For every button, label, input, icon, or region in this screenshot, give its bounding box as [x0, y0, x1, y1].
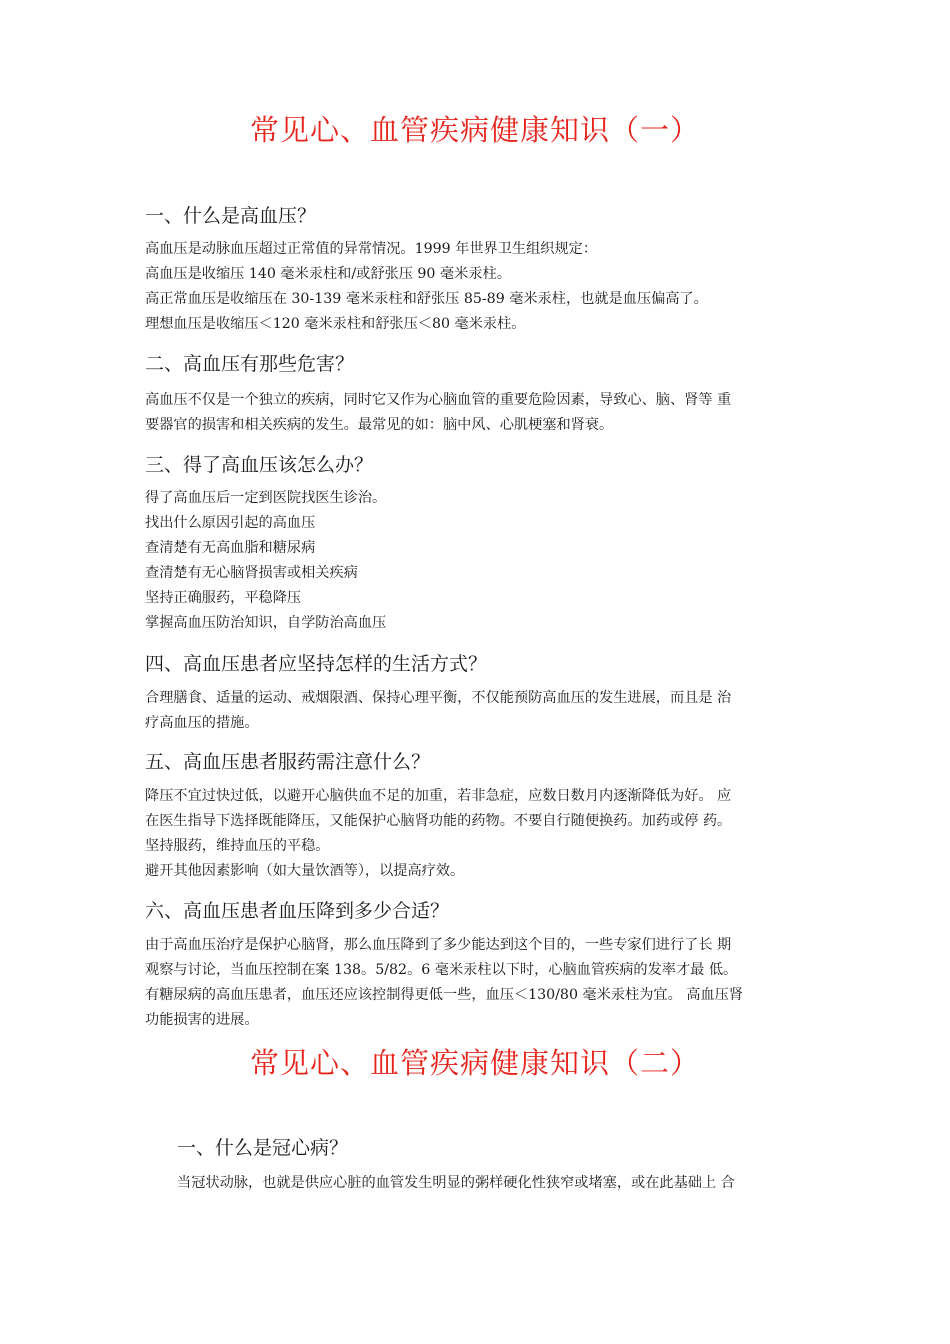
document-title-part-two: 常见心、血管疾病健康知识（二） [249, 1046, 700, 1080]
section-paragraph [145, 388, 815, 438]
paragraph-line: 功能损害的进展。 [145, 1012, 259, 1028]
section-paragraph [177, 1171, 817, 1196]
section-paragraph [145, 686, 815, 736]
paragraph-line: 高正常血压是收缩压在 30-139 毫米汞柱和舒张压 85-89 毫米汞柱，也就是血压偏高了。 [145, 291, 708, 307]
paragraph-line: 坚持服药，维持血压的平稳。 [145, 838, 330, 854]
document-title: 常见心、血管疾病健康知识（一） [249, 113, 700, 147]
paragraph-line: 要器官的损害和相关疾病的发生。最常见的如：脑中风、心肌梗塞和肾衰。 [145, 417, 614, 433]
section-heading: 五、高血压患者服药需注意什么？ [145, 751, 431, 773]
paragraph-line: 降压不宜过快过低，以避开心脑供血不足的加重，若非急症，应数日数月内逐渐降低为好。 应 [145, 788, 732, 804]
paragraph-line: 由于高血压治疗是保护心脑肾，那么血压降到了多少能达到这个目的，一些专家们进行了长 期 [145, 937, 732, 953]
paragraph-line: 高血压不仅是一个独立的疾病，同时它又作为心脑血管的重要危险因素，导致心、脑、肾等 重 [145, 392, 732, 408]
paragraph-line: 当冠状动脉，也就是供应心脏的血管发生明显的粥样硬化性狭窄或堵塞，或在此基础上 合 [177, 1175, 735, 1191]
paragraph-line: 掌握高血压防治知识，自学防治高血压 [145, 615, 387, 631]
paragraph-line: 高血压是动脉血压超过正常值的异常情况。1999 年世界卫生组织规定： [145, 241, 598, 257]
paragraph-line: 查清楚有无高血脂和糖尿病 [145, 540, 316, 556]
paragraph-line: 找出什么原因引起的高血压 [145, 515, 316, 531]
section-heading: 三、得了高血压该怎么办？ [145, 454, 374, 476]
section-heading: 二、高血压有那些危害？ [145, 353, 355, 375]
section-heading: 六、高血压患者血压降到多少合适？ [145, 900, 450, 922]
paragraph-line: 观察与讨论，当血压控制在案 138。5/82。6 毫米汞柱以下时，心脑血管疾病的发率才最 低。 [145, 962, 738, 978]
paragraph-line: 有糖尿病的高血压患者，血压还应该控制得更低一些，血压＜130/80 毫米汞柱为宜。 高血压肾 [145, 987, 744, 1003]
section-paragraph [145, 237, 815, 337]
paragraph-line: 理想血压是收缩压＜120 毫米汞柱和舒张压＜80 毫米汞柱。 [145, 316, 526, 332]
paragraph-line: 坚持正确服药，平稳降压 [145, 590, 302, 606]
paragraph-line: 高血压是收缩压 140 毫米汞柱和/或舒张压 90 毫米汞柱。 [145, 266, 511, 282]
section-paragraph [145, 933, 815, 1033]
paragraph-line: 疗高血压的措施。 [145, 715, 259, 731]
paragraph-line: 在医生指导下选择既能降压，又能保护心脑肾功能的药物。不要自行随便换药。加药或停 药。 [145, 813, 732, 829]
section-heading: 四、高血压患者应坚持怎样的生活方式？ [145, 653, 488, 675]
paragraph-line: 避开其他因素影响（如大量饮酒等），以提高疗效。 [145, 863, 465, 879]
section-paragraph [145, 486, 815, 636]
section-paragraph [145, 784, 815, 884]
section-heading: 一、什么是高血压？ [145, 205, 317, 227]
paragraph-line: 合理膳食、适量的运动、戒烟限酒、保持心理平衡，不仅能预防高血压的发生进展，而且是 治 [145, 690, 732, 706]
paragraph-line: 得了高血压后一定到医院找医生诊治。 [145, 490, 387, 506]
paragraph-line: 查清楚有无心脑肾损害或相关疾病 [145, 565, 358, 581]
section-heading: 一、什么是冠心病？ [177, 1137, 349, 1159]
